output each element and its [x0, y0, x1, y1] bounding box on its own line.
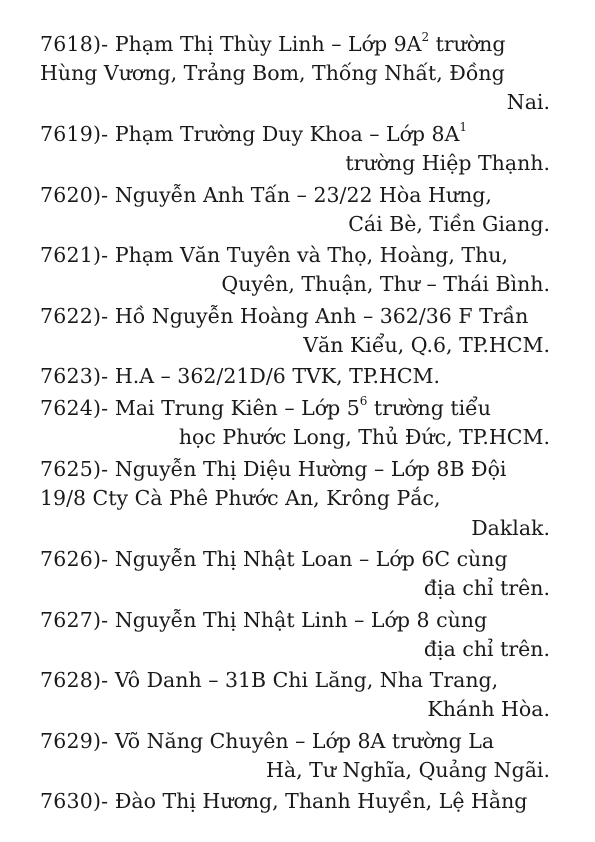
entry-7626-line1: [40, 545, 508, 573]
superscript: 2: [421, 30, 430, 45]
entry-text: Vô Danh – 31B Chi Lăng, Nha Trang,: [114, 668, 499, 692]
entry-text: Nguyễn Thị Diệu Hường – Lớp 8B Đội: [114, 457, 507, 481]
entry-7627-line1: [40, 606, 487, 634]
entry-7619-line2: trường Hiệp Thạnh.: [345, 151, 550, 175]
entry-text: Nguyễn Thị Nhật Loan – Lớp 6C cùng: [114, 547, 508, 571]
entry-7629-line1: [40, 727, 494, 755]
entry-7627-line2: địa chỉ trên.: [423, 637, 550, 661]
entry-7620-line2: Cái Bè, Tiền Giang.: [348, 212, 550, 236]
entry-number: 7623)-: [40, 364, 109, 388]
entry-text: Phạm Thị Thùy Linh – Lớp 9A: [114, 32, 422, 56]
entry-number: 7629)-: [40, 729, 109, 753]
entry-number: 7624)-: [40, 396, 109, 420]
entry-7625-line3: Daklak.: [471, 516, 550, 540]
entry-7618-line1: [40, 30, 506, 58]
superscript: 6: [359, 394, 368, 409]
entry-text: Nguyễn Anh Tấn – 23/22 Hòa Hưng,: [114, 183, 492, 207]
superscript: 1: [459, 120, 468, 135]
entry-number: 7630)-: [40, 789, 109, 813]
entry-7630-line1: [40, 787, 527, 815]
entry-number: 7621)-: [40, 243, 109, 267]
entry-text: Đào Thị Hương, Thanh Huyền, Lệ Hằng: [114, 789, 528, 813]
entry-7619-line1: [40, 120, 467, 148]
entry-7628-line2: Khánh Hòa.: [427, 697, 550, 721]
entry-text: trường: [429, 32, 506, 56]
entry-7622-line1: [40, 302, 528, 330]
entry-text: Nguyễn Thị Nhật Linh – Lớp 8 cùng: [114, 608, 488, 632]
entry-text: trường tiểu: [367, 396, 491, 420]
entry-text: Mai Trung Kiên – Lớp 5: [114, 396, 360, 420]
entry-text: Phạm Trường Duy Khoa – Lớp 8A: [114, 122, 460, 146]
entry-number: 7628)-: [40, 668, 109, 692]
entry-7620-line1: [40, 181, 492, 209]
entry-7618-line3: Nai.: [506, 90, 550, 114]
entry-7625-line2: 19/8 Cty Cà Phê Phước An, Krông Pắc,: [40, 486, 441, 510]
entry-number: 7620)-: [40, 183, 109, 207]
entry-number: 7626)-: [40, 547, 109, 571]
entry-number: 7622)-: [40, 304, 109, 328]
entry-7622-line2: Văn Kiểu, Q.6, TP.HCM.: [303, 333, 550, 357]
entry-7624-line2: học Phước Long, Thủ Đức, TP.HCM.: [178, 425, 550, 449]
entry-7623-line1: [40, 362, 440, 390]
entry-number: 7625)-: [40, 457, 109, 481]
entry-7629-line2: Hà, Tư Nghĩa, Quảng Ngãi.: [265, 758, 550, 782]
entry-number: 7619)-: [40, 122, 109, 146]
entry-7618-line2: Hùng Vương, Trảng Bom, Thống Nhất, Đồng: [40, 61, 505, 85]
entry-number: 7618)-: [40, 32, 109, 56]
entry-7626-line2: địa chỉ trên.: [423, 576, 550, 600]
entry-7621-line2: Quyên, Thuận, Thư – Thái Bình.: [221, 272, 550, 296]
entry-number: 7627)-: [40, 608, 109, 632]
entry-text: Võ Năng Chuyên – Lớp 8A trường La: [114, 729, 495, 753]
entry-7628-line1: [40, 666, 498, 694]
entry-7621-line1: [40, 241, 508, 269]
entry-7625-line1: [40, 455, 507, 483]
entry-text: Hồ Nguyễn Hoàng Anh – 362/36 F Trần: [114, 304, 529, 328]
entry-text: H.A – 362/21D/6 TVK, TP.HCM.: [114, 364, 441, 388]
entry-7624-line1: [40, 394, 491, 422]
entry-text: Phạm Văn Tuyên và Thọ, Hoàng, Thu,: [114, 243, 509, 267]
